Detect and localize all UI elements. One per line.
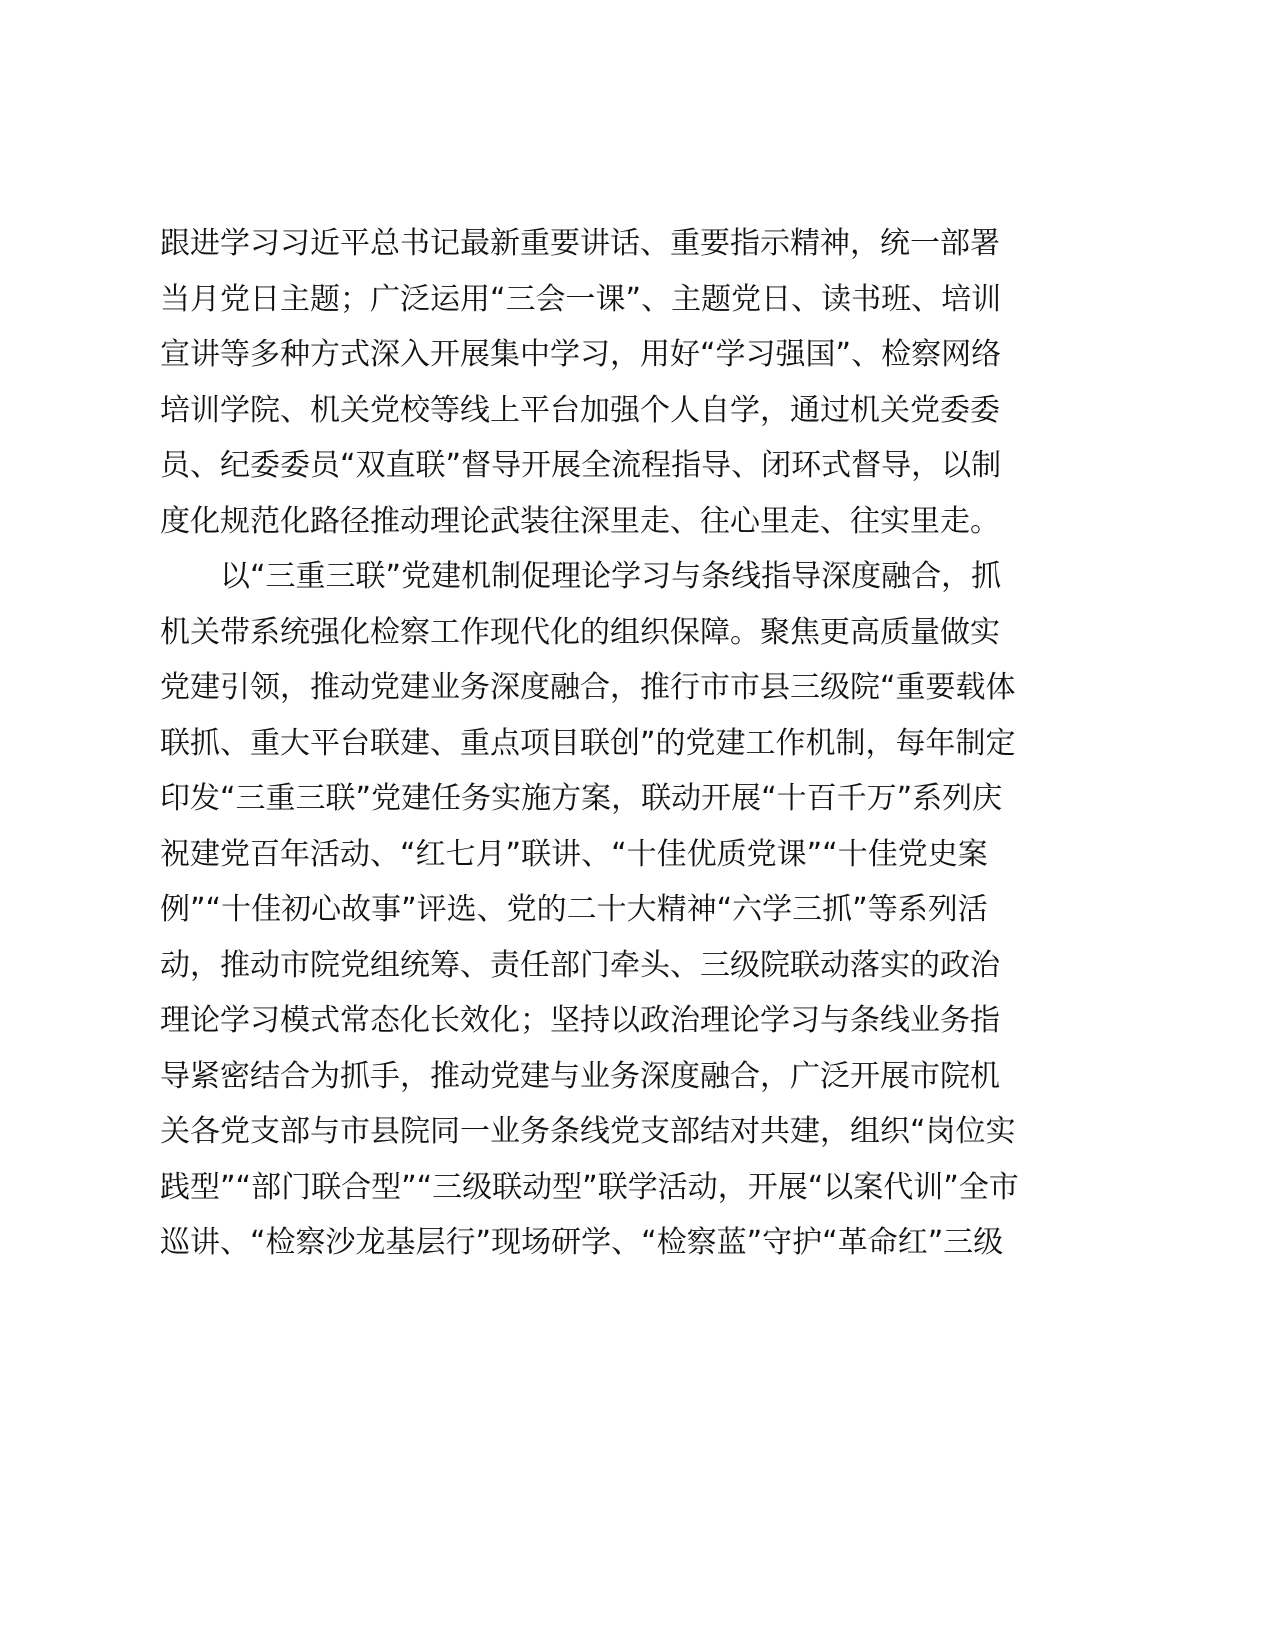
text-line-12: 祝建党百年活动、“红七月”联讲、“十佳优质党课”“十佳党史案 — [160, 836, 988, 872]
text-line-2: 当月党日主题；广泛运用“三会一课”、主题党日、读书班、培训 — [160, 281, 1002, 317]
text-line-16: 导紧密结合为抓手，推动党建与业务深度融合，广泛开展市院机 — [160, 1058, 1000, 1094]
body-text — [160, 216, 1070, 1271]
text-line-14: 动，推动市院党组统筹、责任部门牵头、三级院联动落实的政治 — [160, 947, 1000, 983]
text-line-19: 巡讲、“检察沙龙基层行”现场研学、“检察蓝”守护“革命红”三级 — [160, 1225, 1004, 1260]
text-line-3: 宣讲等多种方式深入开展集中学习，用好“学习强国”、检察网络 — [160, 337, 1002, 372]
text-line-10: 联抓、重大平台联建、重点项目联创”的党建工作机制，每年制定 — [160, 725, 1016, 761]
text-line-11: 印发“三重三联”党建任务实施方案，联动开展“十百千万”系列庆 — [160, 781, 1003, 816]
text-line-4: 培训学院、机关党校等线上平台加强个人自学，通过机关党委委 — [160, 392, 1000, 428]
text-line-13: 例”“十佳初心故事”评选、党的二十大精神“六学三抓”等系列活 — [160, 892, 988, 927]
text-line-18: 践型”“部门联合型”“三级联动型”联学活动，开展“以案代训”全市 — [160, 1169, 1019, 1205]
text-line-6: 度化规范化路径推动理论武装往深里走、往心里走、往实里走。 — [160, 503, 1000, 539]
text-line-7-paragraph-start: 以“三重三联”党建机制促理论学习与条线指导深度融合，抓 — [220, 559, 1002, 594]
text-line-8: 机关带系统强化检察工作现代化的组织保障。聚焦更高质量做实 — [160, 614, 1000, 650]
text-line-5: 员、纪委委员“双直联”督导开展全流程指导、闭环式督导，以制 — [160, 448, 1002, 483]
text-line-9: 党建引领，推动党建业务深度融合，推行市市县三级院“重要载体 — [160, 670, 1016, 705]
text-line-15: 理论学习模式常态化长效化；坚持以政治理论学习与条线业务指 — [160, 1003, 1000, 1038]
text-line-1: 跟进学习习近平总书记最新重要讲话、重要指示精神，统一部署 — [160, 226, 1000, 261]
text-line-17: 关各党支部与市县院同一业务条线党支部结对共建，组织“岗位实 — [160, 1114, 1016, 1149]
